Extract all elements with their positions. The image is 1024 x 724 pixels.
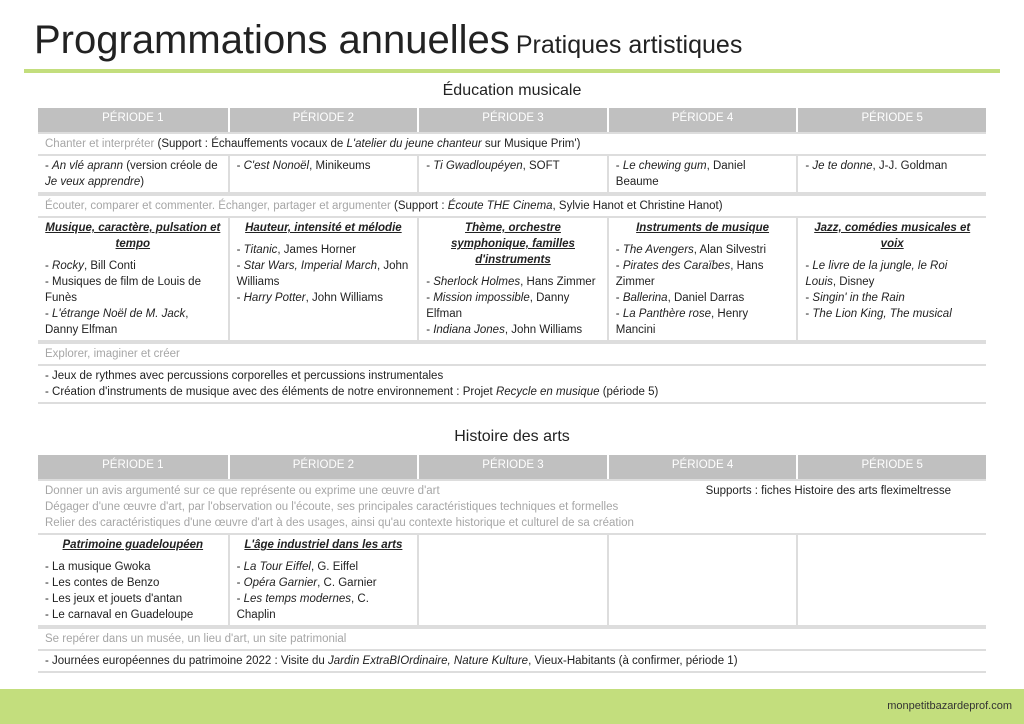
- supports-text: Supports : fiches Histoire des arts fleximeltresse: [705, 485, 951, 497]
- listen-cell: [607, 218, 797, 342]
- listen-item: - L'étrange Noël de M. Jack, Danny Elfman: [45, 308, 189, 336]
- listen-cell: [228, 218, 418, 342]
- music-band-create: [38, 342, 986, 366]
- create-line-2: - Création d'instruments de musique avec des éléments de notre environnement : Projet Recycle en musique (période 5): [45, 386, 659, 398]
- music-period-header: [38, 108, 986, 132]
- objective-line: Donner un avis argumenté sur ce que représente ou exprime une œuvre d'art: [45, 485, 440, 497]
- listen-item: - Pirates des Caraïbes, Hans Zimmer: [615, 260, 764, 288]
- arts-row-themes: [38, 535, 986, 627]
- band-label: Se repérer dans un musée, un lieu d'art, un site patrimonial: [38, 627, 986, 651]
- period-5-header: PÉRIODE 5: [796, 455, 986, 479]
- listen-item: - The Avengers, Alan Silvestri: [615, 244, 767, 256]
- period-2-header: PÉRIODE 2: [228, 455, 418, 479]
- period-2-header: PÉRIODE 2: [228, 108, 418, 132]
- song-cell: - Je te donne, J-J. Goldman: [796, 156, 986, 194]
- listen-item: - Mission impossible, Danny Elfman: [426, 292, 570, 320]
- listen-item: - Rocky, Bill Conti: [45, 260, 136, 272]
- song-cell: - C'est Nonoël, Minikeums: [228, 156, 418, 194]
- page-title: [34, 18, 742, 63]
- listen-item: - La Panthère rose, Henry Mancini: [615, 308, 749, 336]
- arts-theme: Patrimoine guadeloupéen: [62, 539, 204, 551]
- period-4-header: PÉRIODE 4: [607, 108, 797, 132]
- song-cell: - An vlé aprann (version créole de Je veux apprendre): [38, 156, 228, 194]
- footer-credit: monpetitbazardeprof.com: [887, 700, 1012, 712]
- arts-period-header: [38, 455, 986, 479]
- listen-item: - The Lion King, The musical: [805, 308, 952, 320]
- title-main: Programmations annuelles: [34, 18, 510, 62]
- arts-cell: Patrimoine guadeloupéen - La musique Gwoka - Les contes de Benzo - Les jeux et jouets d'antan - Le carnaval en Guadeloupe: [38, 535, 228, 627]
- music-theme: Hauteur, intensité et mélodie: [245, 222, 402, 234]
- arts-cell-empty: [796, 535, 986, 627]
- music-row-listening: [38, 218, 986, 342]
- band-cell: [38, 194, 986, 218]
- objectives-cell: [38, 479, 634, 535]
- listen-cell: [796, 218, 986, 342]
- band-support: (Support : Écoute THE Cinema, Sylvie Hanot et Christine Hanot): [390, 200, 723, 212]
- listen-cell: [38, 218, 228, 342]
- listen-item: - Titanic, James Horner: [236, 244, 357, 256]
- song-cell: - Le chewing gum, Daniel Beaume: [607, 156, 797, 194]
- create-line-1: - Jeux de rythmes avec percussions corporelles et percussions instrumentales: [45, 370, 444, 382]
- arts-table: [38, 455, 986, 673]
- band-label: Chanter et interpréter: [45, 138, 155, 150]
- music-theme: Thème, orchestre symphonique, familles d'instruments: [450, 222, 575, 266]
- music-band-listen: [38, 194, 986, 218]
- music-band-sing: [38, 132, 986, 156]
- music-theme: Musique, caractère, pulsation et tempo: [45, 222, 221, 250]
- arts-cell: L'âge industriel dans les arts - La Tour Eiffel, G. Eiffel - Opéra Garnier, C. Garnier - Les temps modernes, C. Chaplin: [228, 535, 418, 627]
- supports-cell: [607, 479, 986, 535]
- footer-bar: [0, 689, 1024, 724]
- band-label: Écouter, comparer et commenter. Échanger, partager et argumenter: [45, 200, 391, 212]
- title-sub: Pratiques artistiques: [515, 31, 743, 59]
- period-3-header: PÉRIODE 3: [417, 455, 607, 479]
- period-5-header: PÉRIODE 5: [796, 108, 986, 132]
- objective-line: Relier des caractéristiques d'une œuvre d'art à des usages, ainsi qu'au contexte historique et culturel de sa création: [45, 517, 634, 529]
- listen-item: - Star Wars, Imperial March, John Williams: [236, 260, 409, 288]
- objective-line: Dégager d'une œuvre d'art, par l'observation ou l'écoute, ses principales caractéristiques techniques et formelles: [45, 501, 619, 513]
- title-underline: [24, 69, 1000, 73]
- arts-section-title: Histoire des arts: [454, 428, 570, 445]
- listen-item: - Indiana Jones, John Williams: [426, 324, 583, 336]
- period-4-header: PÉRIODE 4: [607, 455, 797, 479]
- listen-item: - Musiques de film de Louis de Funès: [45, 276, 201, 304]
- period-1-header: PÉRIODE 1: [38, 455, 228, 479]
- period-3-header: PÉRIODE 3: [417, 108, 607, 132]
- music-theme: Instruments de musique: [636, 222, 770, 234]
- create-cell: [38, 366, 986, 404]
- band-support: (Support : Échauffements vocaux de L'atelier du jeune chanteur sur Musique Prim'): [154, 138, 581, 150]
- listen-item: - Sherlock Holmes, Hans Zimmer: [426, 276, 596, 288]
- period-1-header: PÉRIODE 1: [38, 108, 228, 132]
- arts-band-objectives: [38, 479, 986, 535]
- listen-item: - Singin' in the Rain: [805, 292, 905, 304]
- listen-item: - Le livre de la jungle, le Roi Louis, Disney: [805, 260, 948, 288]
- listen-cell: [417, 218, 607, 342]
- visit-cell: - Journées européennes du patrimoine 2022 : Visite du Jardin ExtraBIOrdinaire, Nature Kulture, Vieux-Habitants (à confirmer, période 1): [38, 651, 986, 673]
- music-row-songs: [38, 156, 986, 194]
- arts-row-visit: [38, 651, 986, 673]
- arts-theme: L'âge industriel dans les arts: [244, 539, 403, 551]
- band-label: Explorer, imaginer et créer: [38, 342, 986, 366]
- arts-band-museum: [38, 627, 986, 651]
- music-row-create: [38, 366, 986, 404]
- arts-cell-empty: [607, 535, 797, 627]
- arts-cell-empty: [417, 535, 607, 627]
- listen-item: - Ballerina, Daniel Darras: [615, 292, 745, 304]
- music-theme: Jazz, comédies musicales et voix: [814, 222, 971, 250]
- song-cell: - Ti Gwadloupéyen, SOFT: [417, 156, 607, 194]
- music-table: [38, 108, 986, 404]
- music-section-title: Éducation musicale: [442, 82, 582, 99]
- band-cell: [38, 132, 986, 156]
- listen-item: - Harry Potter, John Williams: [236, 292, 383, 304]
